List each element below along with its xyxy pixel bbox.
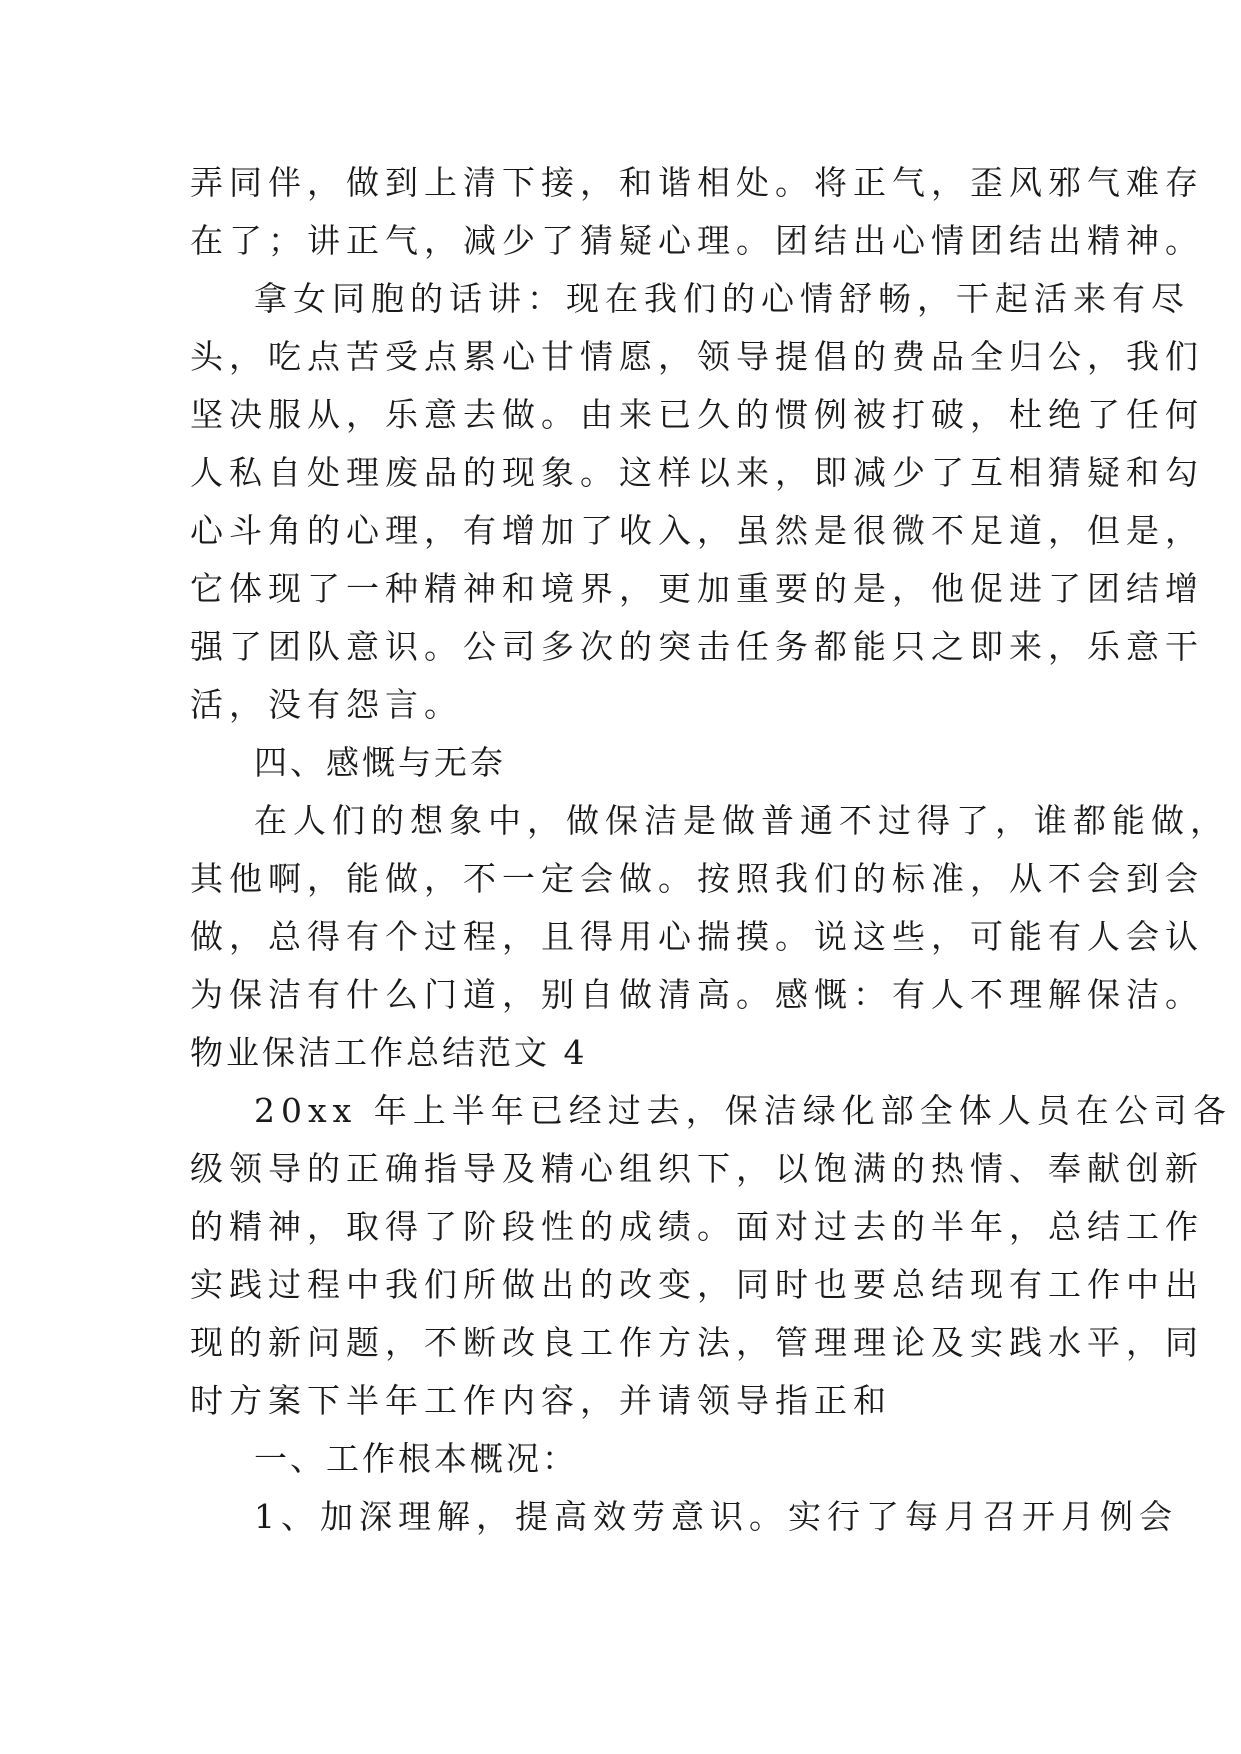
text-line: 头，吃点苦受点累心甘情愿，领导提倡的费品全归公，我们 — [190, 337, 1204, 376]
text-line: 实践过程中我们所做出的改变，同时也要总结现有工作中出 — [190, 1265, 1204, 1304]
text-line: 活，没有怨言。 — [190, 685, 463, 724]
document-body — [190, 154, 1232, 1546]
text-line: 心斗角的心理，有增加了收入，虽然是很微不足道，但是， — [190, 511, 1204, 550]
text-line: 时方案下半年工作内容，并请领导指正和 — [190, 1381, 892, 1420]
text-line: 坚决服从，乐意去做。由来已久的惯例被打破，杜绝了任何 — [190, 395, 1204, 434]
text-line: 在了；讲正气，减少了猜疑心理。团结出心情团结出精神。 — [190, 221, 1204, 260]
text-line: 人私自处理废品的现象。这样以来，即减少了互相猜疑和勾 — [190, 453, 1204, 492]
article-title: 物业保洁工作总结范文 4 — [190, 1033, 588, 1072]
text-line: 20xx 年上半年已经过去，保洁绿化部全体人员在公司各 — [254, 1091, 1232, 1130]
text-line: 强了团队意识。公司多次的突击任务都能只之即来，乐意干 — [190, 627, 1204, 666]
section-heading: 四、感慨与无奈 — [254, 743, 506, 782]
text-line: 级领导的正确指导及精心组织下，以饱满的热情、奉献创新 — [190, 1149, 1204, 1188]
section-heading: 一、工作根本概况： — [254, 1439, 578, 1478]
text-line: 为保洁有什么门道，别自做清高。感慨：有人不理解保洁。 — [190, 975, 1204, 1014]
text-line: 现的新问题，不断改良工作方法，管理理论及实践水平，同 — [190, 1323, 1204, 1362]
text-line: 的精神，取得了阶段性的成绩。面对过去的半年，总结工作 — [190, 1207, 1204, 1246]
text-line: 它体现了一种精神和境界，更加重要的是，他促进了团结增 — [190, 569, 1204, 608]
text-line: 做，总得有个过程，且得用心揣摸。说这些，可能有人会认 — [190, 917, 1204, 956]
text-line: 在人们的想象中，做保洁是做普通不过得了，谁都能做， — [254, 801, 1229, 840]
text-line: 弄同伴，做到上清下接，和谐相处。将正气，歪风邪气难存 — [190, 163, 1204, 202]
text-line: 其他啊，能做，不一定会做。按照我们的标准，从不会到会 — [190, 859, 1204, 898]
text-line: 拿女同胞的话讲：现在我们的心情舒畅，干起活来有尽 — [254, 279, 1190, 318]
text-line: 1、加深理解，提高效劳意识。实行了每月召开月例会 — [254, 1497, 1178, 1536]
